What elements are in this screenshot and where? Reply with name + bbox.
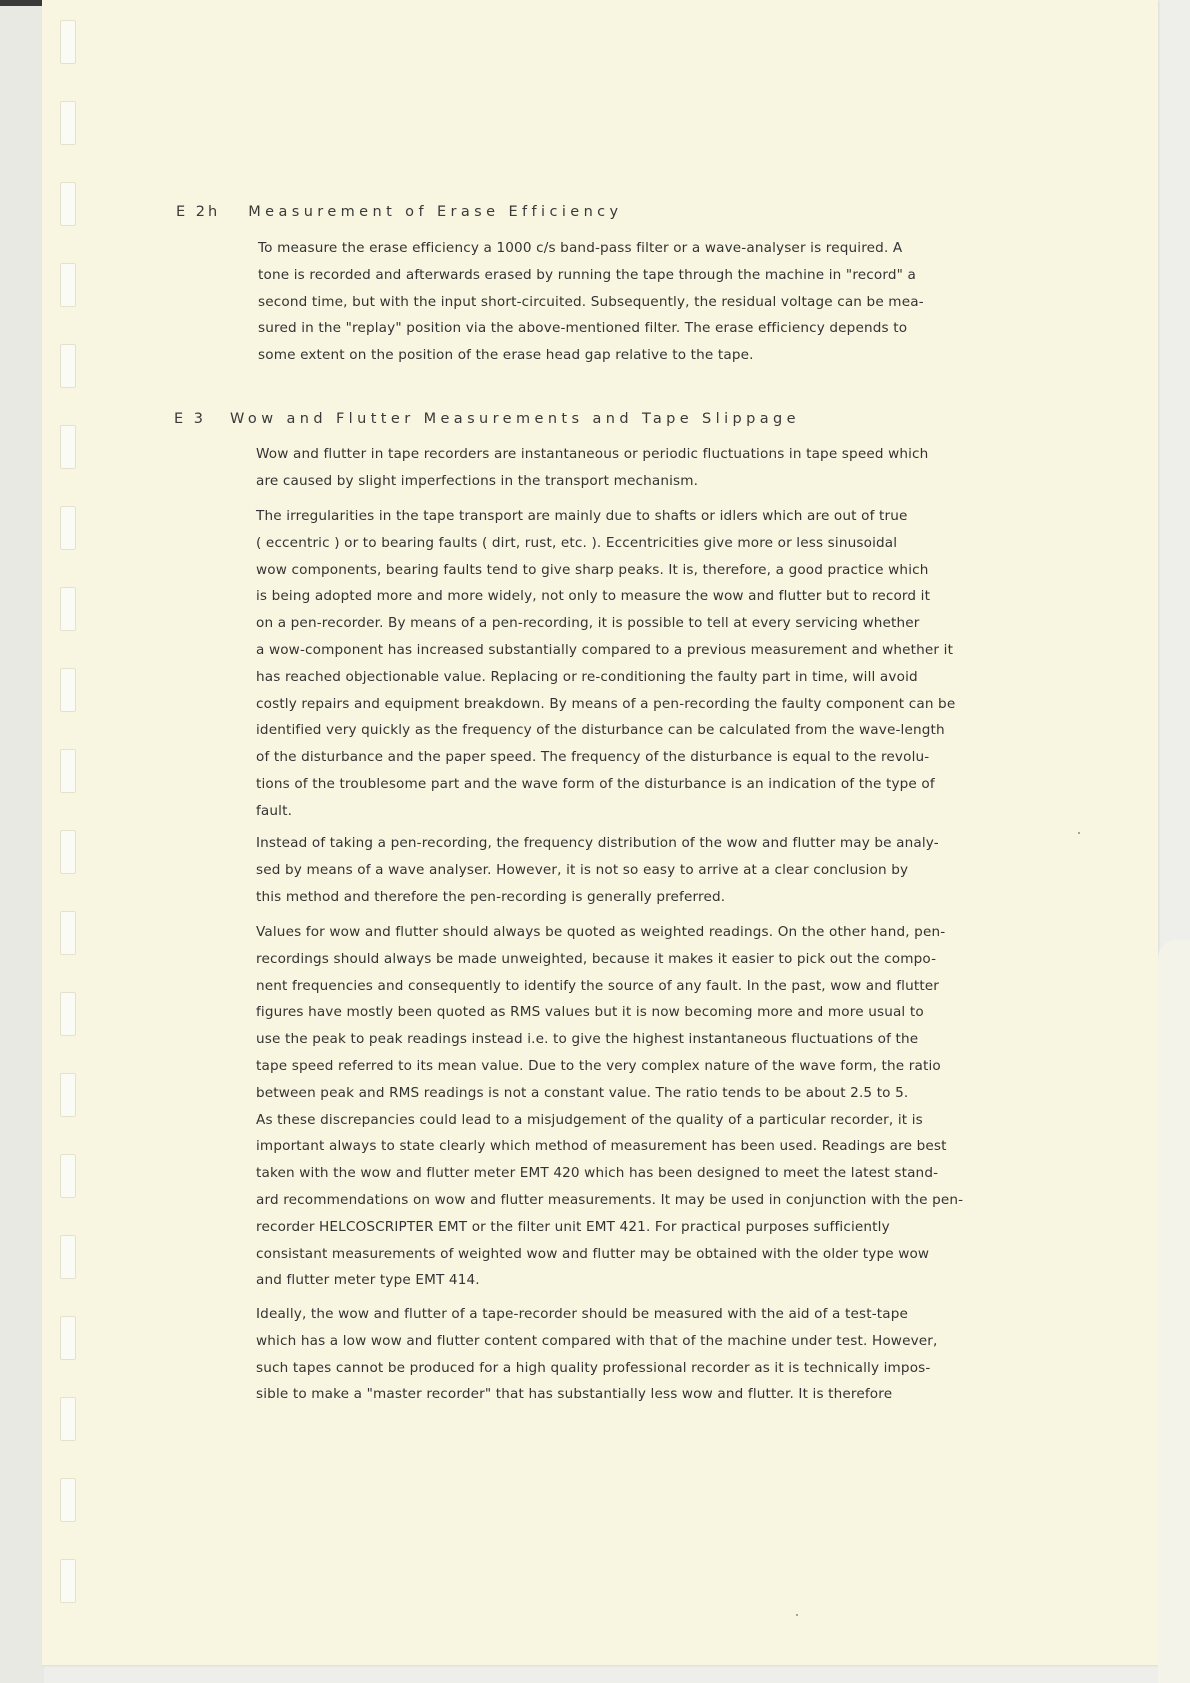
paragraph (258, 235, 1018, 369)
scanner-background (0, 0, 44, 1683)
paragraph (256, 1301, 1016, 1408)
paper-speck (796, 1614, 798, 1616)
text-line: consistant measurements of weighted wow and flutter may be obtained with the older type wow (256, 1245, 930, 1262)
text-line: is being adopted more and more widely, not only to measure the wow and flutter but to record it (256, 588, 931, 605)
text-line: a wow-component has increased substantially compared to a previous measurement and whether it (256, 641, 954, 658)
text-line: on a pen-recorder. By means of a pen-recording, it is possible to tell at every servicing whether (256, 615, 920, 632)
binder-hole (60, 1154, 76, 1198)
scan-edge-shadow (0, 0, 44, 6)
text-line: figures have mostly been quoted as RMS values but it is now becoming more and more usual to (256, 1004, 924, 1021)
binder-hole (60, 587, 76, 631)
text-line: sed by means of a wave analyser. However, it is not so easy to arrive at a clear conclusion by (256, 861, 909, 878)
text-line: tape speed referred to its mean value. Due to the very complex nature of the wave form, the ratio (256, 1057, 941, 1074)
section-heading-wow-flutter (174, 411, 800, 427)
section-title: Wow and Flutter Measurements and Tape Slippage (230, 411, 800, 427)
binder-hole (60, 830, 76, 874)
binder-hole (60, 182, 76, 226)
text-line: has reached objectionable value. Replacing or re-conditioning the faulty part in time, will avoid (256, 668, 918, 685)
text-line: sible to make a "master recorder" that has substantially less wow and flutter. It is therefore (256, 1386, 893, 1403)
text-line: of the disturbance and the paper speed. The frequency of the disturbance is equal to the revolu- (256, 749, 930, 766)
binder-hole (60, 101, 76, 145)
binder-hole (60, 1397, 76, 1441)
binder-hole (60, 1235, 76, 1279)
text-line: ard recommendations on wow and flutter measurements. It may be used in conjunction with the pen- (256, 1191, 964, 1208)
binder-hole (60, 911, 76, 955)
binder-hole (60, 344, 76, 388)
binder-hole (60, 263, 76, 307)
section-number: E 3 (174, 411, 206, 427)
text-line: Wow and flutter in tape recorders are instantaneous or periodic fluctuations in tape speed which (256, 446, 929, 462)
paragraph (256, 441, 1016, 495)
text-line: Ideally, the wow and flutter of a tape-recorder should be measured with the aid of a test-tape (256, 1306, 909, 1322)
text-line: costly repairs and equipment breakdown. By means of a pen-recording the faulty component can be (256, 695, 956, 712)
text-line: and flutter meter type EMT 414. (256, 1272, 480, 1289)
text-line: Values for wow and flutter should always be quoted as weighted readings. On the other hand, pen- (256, 924, 946, 940)
text-line: taken with the wow and flutter meter EMT 420 which has been designed to meet the latest stand- (256, 1165, 939, 1182)
text-line: identified very quickly as the frequency of the disturbance can be calculated from the wave-length (256, 722, 945, 739)
text-line: second time, but with the input short-circuited. Subsequently, the residual voltage can be mea- (258, 293, 924, 310)
text-line: some extent on the position of the erase head gap relative to the tape. (258, 347, 754, 364)
paragraph (256, 830, 1016, 910)
text-line: As these discrepancies could lead to a misjudgement of the quality of a particular recorder, it is (256, 1111, 923, 1128)
text-line: tions of the troublesome part and the wave form of the disturbance is an indication of the type of (256, 775, 935, 792)
text-line: sured in the "replay" position via the above-mentioned filter. The erase efficiency depends to (258, 320, 908, 337)
text-line: recorder HELCOSCRIPTER EMT or the filter unit EMT 421. For practical purposes sufficiently (256, 1218, 890, 1235)
section-number: E 2h (176, 204, 221, 220)
binder-hole (60, 749, 76, 793)
text-line: between peak and RMS readings is not a constant value. The ratio tends to be about 2.5 to 5. (256, 1084, 909, 1101)
binder-hole (60, 506, 76, 550)
text-line: The irregularities in the tape transport are mainly due to shafts or idlers which are out of true (256, 508, 908, 524)
text-line: wow components, bearing faults tend to give sharp peaks. It is, therefore, a good practice which (256, 561, 929, 578)
text-line: fault. (256, 802, 293, 819)
text-line: ( eccentric ) or to bearing faults ( dirt, rust, etc. ). Eccentricities give more or less sinusoidal (256, 534, 898, 551)
text-line: such tapes cannot be produced for a high quality professional recorder as it is technically impos- (256, 1359, 931, 1376)
text-line: nent frequencies and consequently to identify the source of any fault. In the past, wow and flutter (256, 977, 940, 994)
text-line: use the peak to peak readings instead i.e. to give the highest instantaneous fluctuations of the (256, 1031, 919, 1048)
text-line: recordings should always be made unweighted, because it makes it easier to pick out the compo- (256, 950, 937, 967)
paper-speck (1078, 832, 1080, 834)
binder-hole (60, 20, 76, 64)
binder-hole (60, 1478, 76, 1522)
text-line: To measure the erase efficiency a 1000 c/s band-pass filter or a wave-analyser is required. A (258, 240, 903, 256)
paragraph (256, 919, 1016, 1294)
binder-hole (60, 1559, 76, 1603)
text-line: important always to state clearly which method of measurement has been used. Readings are best (256, 1138, 947, 1155)
text-line: this method and therefore the pen-recording is generally preferred. (256, 888, 726, 905)
binder-hole (60, 425, 76, 469)
paragraph (256, 503, 1016, 825)
text-line: which has a low wow and flutter content compared with that of the machine under test. However, (256, 1332, 938, 1349)
binder-hole (60, 992, 76, 1036)
binder-hole (60, 1316, 76, 1360)
text-line: are caused by slight imperfections in the transport mechanism. (256, 472, 699, 489)
page-tab-edge (1158, 940, 1190, 1683)
binder-hole (60, 1073, 76, 1117)
section-title: Measurement of Erase Efficiency (248, 204, 623, 220)
text-line: Instead of taking a pen-recording, the frequency distribution of the wow and flutter may be analy- (256, 835, 939, 851)
text-line: tone is recorded and afterwards erased by running the tape through the machine in "record" a (258, 266, 916, 283)
section-heading-erase-efficiency (176, 204, 623, 220)
binder-hole (60, 668, 76, 712)
